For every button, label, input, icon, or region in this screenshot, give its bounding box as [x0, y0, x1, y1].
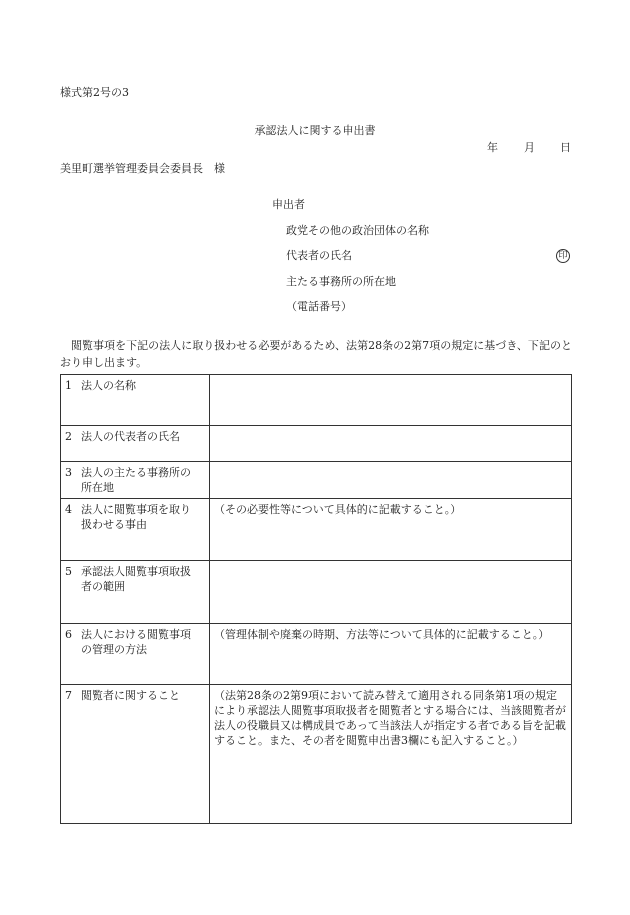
row-number: 4 — [65, 503, 72, 516]
table-row — [61, 624, 572, 685]
row-value — [210, 462, 572, 499]
row-label — [61, 499, 210, 561]
date-year: 年 — [487, 141, 498, 154]
date-month: 月 — [524, 141, 535, 154]
row-number: 2 — [65, 430, 72, 443]
org-name-label: 政党その他の政治団体の名称 — [286, 224, 429, 237]
row-label — [61, 462, 210, 499]
row-label-text: 法人の名称 — [81, 379, 136, 392]
row-label — [61, 426, 210, 462]
table-row — [61, 499, 572, 561]
document-title: 承認法人に関する申出書 — [254, 124, 376, 137]
detail-table — [60, 374, 572, 824]
row-label — [61, 375, 210, 426]
row-number: 5 — [65, 565, 72, 578]
row-label-text: 承認法人閲覧事項取扱者の範囲 — [81, 565, 191, 593]
row-value: （法第28条の2第9項において読み替えて適用される同条第1項の規定により承認法人閲覧事項取扱者を閲覧者とする場合には、当該閲覧者が法人の役職員又は構成員であって当該法人が指定する者である旨を記載すること。また、その者を閲覧申出書3欄にも記入すること。） — [210, 685, 572, 824]
table-row — [61, 375, 572, 426]
row-number: 3 — [65, 466, 72, 479]
row-label-text: 法人の主たる事務所の所在地 — [81, 466, 191, 494]
row-label — [61, 685, 210, 824]
row-label — [61, 624, 210, 685]
row-value: （その必要性等について具体的に記載すること。） — [210, 499, 572, 561]
address-label: 主たる事務所の所在地 — [286, 275, 396, 288]
body-text: 閲覧事項を下記の法人に取り扱わせる必要があるため、法第28条の2第7項の規定に基づき、下記のとおり申し出ます。 — [60, 339, 572, 369]
phone-label: （電話番号） — [286, 300, 352, 313]
row-number: 6 — [65, 628, 72, 641]
table-row — [61, 462, 572, 499]
seal-mark: 印 — [556, 249, 570, 263]
row-label-text: 法人における閲覧事項の管理の方法 — [81, 628, 191, 656]
row-value — [210, 426, 572, 462]
row-number: 7 — [65, 689, 72, 702]
row-label-text: 法人に閲覧事項を取り扱わせる事由 — [81, 503, 191, 531]
date-day: 日 — [560, 141, 571, 154]
row-number: 1 — [65, 379, 72, 392]
addressee: 美里町選挙管理委員会委員長 様 — [60, 162, 225, 175]
form-number: 様式第2号の3 — [60, 86, 129, 99]
row-value — [210, 375, 572, 426]
rep-name-label: 代表者の氏名 — [286, 249, 352, 262]
table-row — [61, 561, 572, 624]
row-value — [210, 561, 572, 624]
table-row — [61, 426, 572, 462]
row-label — [61, 561, 210, 624]
table-row — [61, 685, 572, 824]
row-value: （管理体制や廃棄の時期、方法等について具体的に記載すること。） — [210, 624, 572, 685]
applicant-heading: 申出者 — [272, 198, 305, 211]
row-label-text: 法人の代表者の氏名 — [81, 430, 180, 443]
row-label-text: 閲覧者に関すること — [81, 689, 180, 702]
